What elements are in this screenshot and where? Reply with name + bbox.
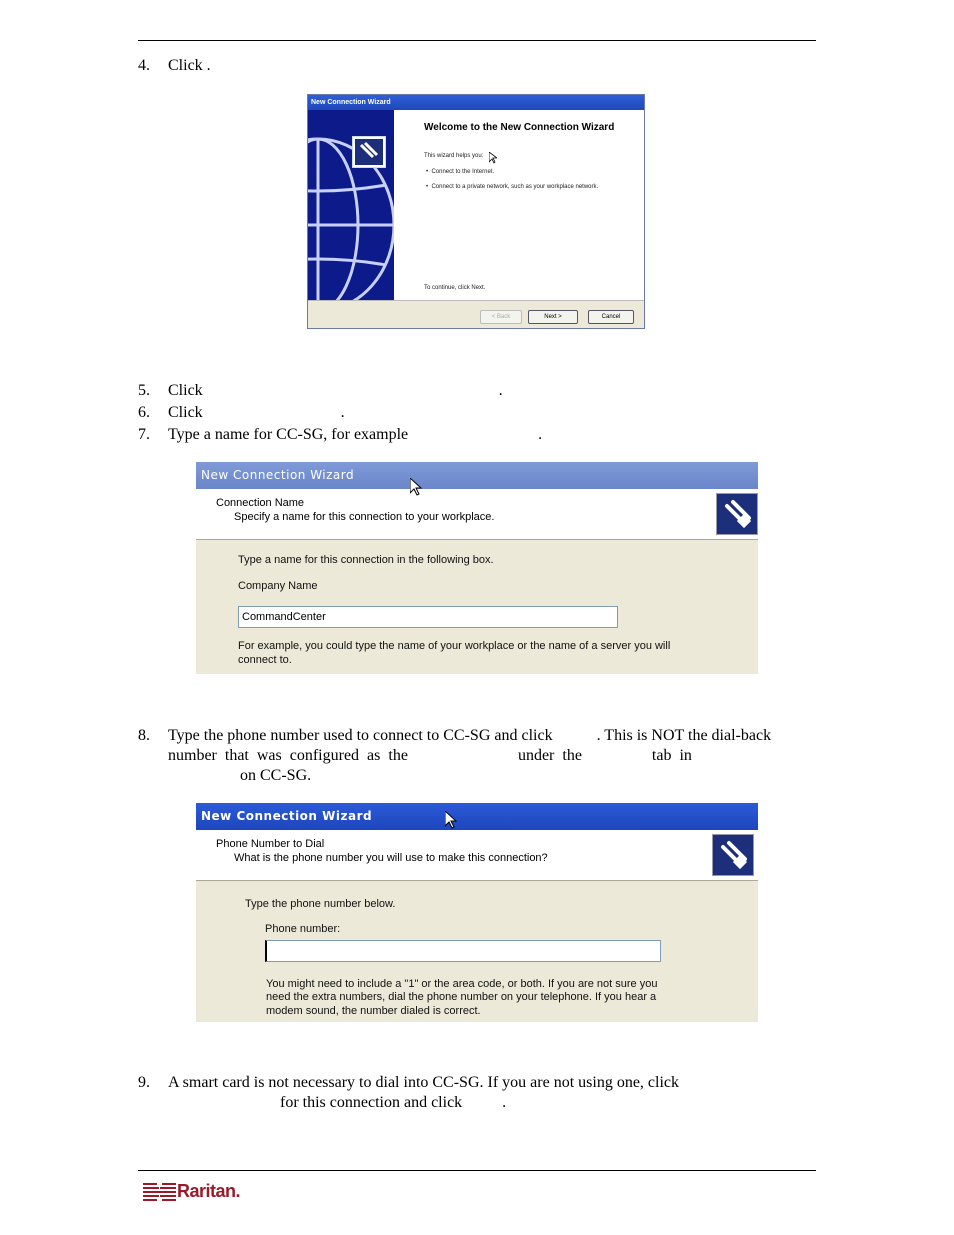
- mouse-cursor-icon: [410, 478, 422, 496]
- step-8-line-2: number that was configured as the under the tab in: [168, 747, 692, 764]
- wizard-header: [196, 830, 758, 881]
- hint-line-2: need the extra numbers, dial the phone number on your telephone. If you hear a: [266, 991, 657, 1003]
- wizard-footer: [308, 300, 645, 329]
- instruction-text: Type a name for this connection in the following box.: [238, 554, 494, 566]
- step-9-line-2: for this connection and click .: [280, 1094, 507, 1111]
- continue-text: To continue, click Next.: [424, 285, 486, 291]
- welcome-wizard-screenshot: [307, 94, 645, 329]
- back-button[interactable]: < Back: [480, 310, 522, 324]
- hint-line-3: modem sound, the number dialed is correct.: [266, 1005, 481, 1017]
- phone-plug-icon: [712, 834, 754, 876]
- company-name-label: Company Name: [238, 580, 318, 592]
- window-title: New Connection Wizard: [308, 95, 644, 110]
- raritan-logo-mark-icon: [143, 1180, 177, 1202]
- wizard-heading: Connection Name: [216, 497, 305, 509]
- step-number: 9.: [138, 1074, 150, 1091]
- step-number: 7.: [138, 426, 150, 443]
- step-9: [138, 1073, 814, 1113]
- hint-line-1: For example, you could type the name of your workplace or the name of a server you will: [238, 640, 671, 652]
- bullet-2: • Connect to a private network, such as your workplace network.: [426, 184, 599, 190]
- phone-plug-icon: [716, 493, 758, 535]
- wizard-body: [196, 540, 758, 674]
- window-title: New Connection Wizard: [196, 462, 758, 489]
- step-number: 6.: [138, 404, 150, 421]
- footer-rule: [138, 1170, 816, 1171]
- step-text: Click .: [168, 382, 503, 399]
- wizard-body: [196, 881, 758, 1022]
- wizard-subheading: What is the phone number you will use to make this connection?: [234, 852, 548, 864]
- wizard-heading: Phone Number to Dial: [216, 838, 325, 850]
- phone-plug-icon: [352, 136, 386, 168]
- hint-line-2: connect to.: [238, 654, 292, 666]
- bullet-1: • Connect to the Internet.: [426, 169, 495, 175]
- wizard-content: [394, 110, 644, 300]
- wizard-subheading: Specify a name for this connection to your workplace.: [234, 511, 495, 523]
- wizard-sidebar: [308, 110, 394, 300]
- window-title: New Connection Wizard: [196, 803, 758, 830]
- next-button[interactable]: Next >: [528, 310, 578, 324]
- step-text: Type a name for CC-SG, for example .: [168, 426, 543, 443]
- step-text: Click .: [168, 404, 345, 421]
- connection-name-wizard-screenshot: [196, 462, 758, 674]
- raritan-logo: [143, 1180, 253, 1202]
- step-number: 8.: [138, 727, 150, 744]
- hint-line-1: You might need to include a "1" or the area code, or both. If you are not sure you: [266, 978, 658, 990]
- step-text: Click .: [168, 57, 211, 74]
- step-8-line-1: Type the phone number used to connect to CC-SG and click . This is NOT the dial-back: [168, 727, 772, 744]
- welcome-heading: Welcome to the New Connection Wizard: [424, 122, 615, 133]
- company-name-input[interactable]: CommandCenter: [238, 606, 618, 628]
- instruction-text: Type the phone number below.: [245, 898, 396, 910]
- phone-number-label: Phone number:: [265, 923, 341, 935]
- header-rule: [138, 40, 816, 41]
- step-8: [138, 726, 814, 786]
- phone-number-wizard-screenshot: [196, 803, 758, 1022]
- step-number: 5.: [138, 382, 150, 399]
- mouse-cursor-icon: [445, 811, 457, 829]
- phone-number-input[interactable]: [265, 940, 661, 962]
- welcome-intro: This wizard helps you:: [424, 153, 484, 159]
- step-number: 4.: [138, 57, 150, 74]
- wizard-header: [196, 489, 758, 540]
- step-8-line-3: on CC-SG.: [240, 767, 312, 784]
- raritan-logo-text: Raritan.: [177, 1181, 241, 1201]
- mouse-cursor-icon: [489, 152, 497, 164]
- cancel-button[interactable]: Cancel: [588, 310, 634, 324]
- step-9-line-1: A smart card is not necessary to dial into CC-SG. If you are not using one, click: [168, 1074, 680, 1091]
